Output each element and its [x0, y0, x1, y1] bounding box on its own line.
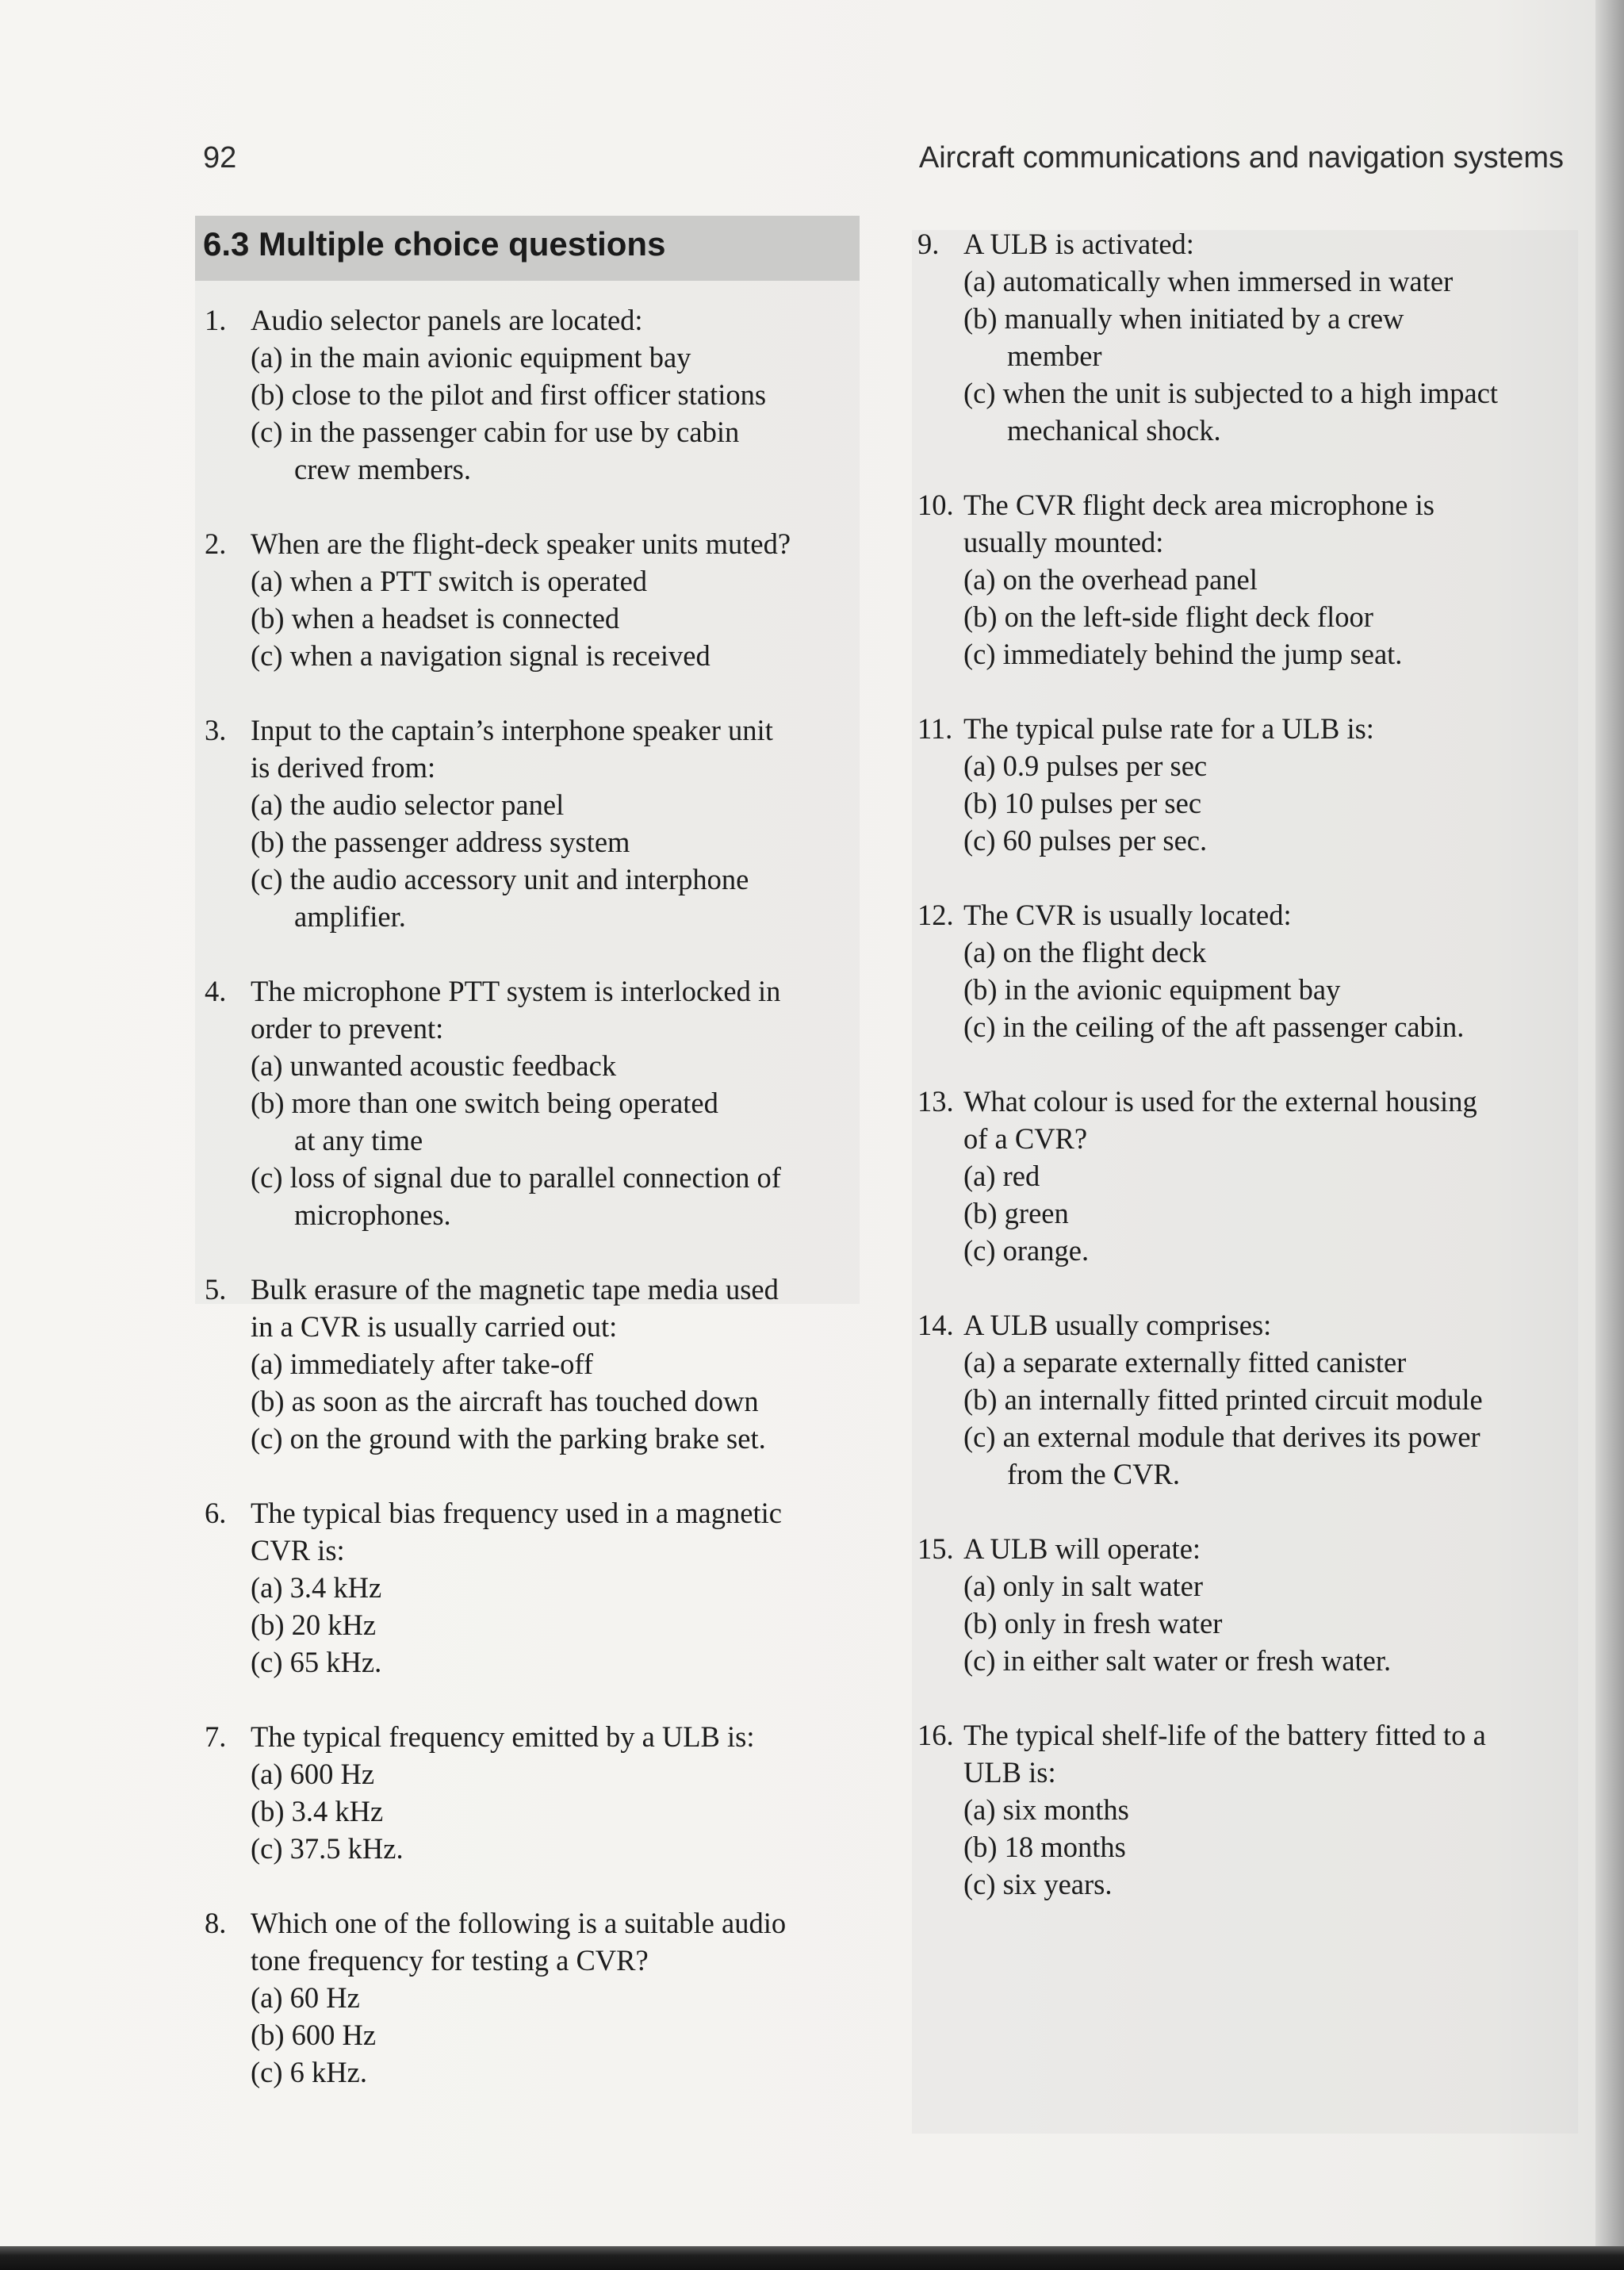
- left-question-column: [205, 301, 871, 2128]
- question-text-line: [917, 486, 1584, 523]
- question-number: 2.: [205, 527, 227, 560]
- question-item: [205, 1494, 871, 1681]
- answer-option: [917, 374, 1584, 449]
- question-item: [205, 711, 871, 935]
- question-item: [205, 1904, 871, 2091]
- question-text-line: [917, 710, 1584, 747]
- question-number: 1.: [205, 304, 227, 336]
- answer-option: [205, 1793, 871, 1830]
- answer-option: [917, 561, 1584, 598]
- answer-option-text: (a) the audio selector panel: [251, 788, 565, 821]
- answer-option: [205, 1084, 871, 1159]
- answer-option: [205, 2016, 871, 2053]
- answer-option-text: (a) 60 Hz: [251, 1981, 360, 2014]
- answer-option: [205, 2053, 871, 2091]
- answer-option: [205, 1382, 871, 1420]
- answer-option-text: (a) automatically when immersed in water: [963, 265, 1454, 297]
- section-heading: 6.3 Multiple choice questions: [203, 225, 666, 263]
- answer-option: [917, 1381, 1584, 1418]
- question-number: 7.: [205, 1720, 227, 1753]
- question-item: [205, 1718, 871, 1867]
- running-header: Aircraft communications and navigation systems: [918, 141, 1564, 174]
- page-bottom-border: [0, 2246, 1624, 2270]
- question-item: [205, 525, 871, 674]
- answer-option: [917, 598, 1584, 635]
- question-number: 6.: [205, 1497, 227, 1529]
- question-text: Which one of the following is a suitable audio: [251, 1907, 787, 1939]
- answer-option: [205, 339, 871, 376]
- answer-option: [917, 1828, 1584, 1865]
- answer-option: [917, 635, 1584, 673]
- answer-option: [917, 1194, 1584, 1232]
- question-text-line: [917, 523, 1584, 561]
- question-text-line: [917, 225, 1584, 263]
- question-text-line: [205, 301, 871, 339]
- question-item: [917, 1083, 1584, 1269]
- question-number: 16.: [917, 1719, 954, 1751]
- question-text-line: [205, 525, 871, 562]
- question-text-line: [917, 1754, 1584, 1791]
- answer-option-text: (a) 0.9 pulses per sec: [963, 750, 1208, 782]
- answer-option-text: (c) the audio accessory unit and interphone: [251, 863, 749, 895]
- question-number: 11.: [917, 712, 953, 745]
- answer-option: [917, 822, 1584, 859]
- question-text-line: [205, 1942, 871, 1979]
- answer-option-text: (b) green: [963, 1197, 1069, 1229]
- answer-option: [917, 1605, 1584, 1642]
- question-text-line: [205, 749, 871, 786]
- answer-option-text: (b) in the avionic equipment bay: [963, 973, 1341, 1006]
- answer-option: [205, 1569, 871, 1606]
- question-text: The CVR is usually located:: [963, 899, 1292, 931]
- question-text: Input to the captain’s interphone speaker unit: [251, 714, 773, 746]
- answer-option: [917, 1232, 1584, 1269]
- answer-option: [917, 1344, 1584, 1381]
- answer-option-text: (a) only in salt water: [963, 1570, 1204, 1602]
- answer-option: [205, 1979, 871, 2016]
- answer-option-text: from the CVR.: [1007, 1458, 1180, 1490]
- question-text: order to prevent:: [251, 1012, 444, 1045]
- answer-option-text: (b) when a headset is connected: [251, 602, 620, 635]
- answer-option-text: (a) on the overhead panel: [963, 563, 1258, 596]
- answer-option: [917, 1642, 1584, 1679]
- question-text: CVR is:: [251, 1534, 345, 1566]
- question-number: 13.: [917, 1085, 954, 1118]
- answer-option: [205, 600, 871, 637]
- answer-option: [917, 263, 1584, 300]
- answer-option: [917, 1865, 1584, 1903]
- answer-option: [205, 823, 871, 861]
- answer-option: [205, 861, 871, 935]
- question-text: What colour is used for the external housing: [963, 1085, 1477, 1118]
- answer-option-text: (b) as soon as the aircraft has touched down: [251, 1385, 759, 1417]
- question-number: 14.: [917, 1309, 954, 1341]
- answer-option-text: (c) in the ceiling of the aft passenger cabin.: [963, 1010, 1465, 1043]
- question-text: The typical pulse rate for a ULB is:: [963, 712, 1374, 745]
- question-item: [205, 972, 871, 1233]
- question-number: 15.: [917, 1532, 954, 1565]
- question-text-line: [205, 1904, 871, 1942]
- answer-option-text: (c) 60 pulses per sec.: [963, 824, 1208, 857]
- answer-option-text: crew members.: [294, 453, 471, 485]
- answer-option-text: (b) more than one switch being operated: [251, 1087, 718, 1119]
- question-text-line: [205, 711, 871, 749]
- question-text-line: [205, 1271, 871, 1308]
- question-item: [917, 710, 1584, 859]
- answer-option: [917, 1791, 1584, 1828]
- answer-option-text: (c) orange.: [963, 1234, 1090, 1267]
- answer-option-text: (a) six months: [963, 1793, 1129, 1826]
- answer-option: [917, 1567, 1584, 1605]
- question-number: 10.: [917, 489, 954, 521]
- answer-option: [205, 1755, 871, 1793]
- answer-option: [917, 971, 1584, 1008]
- answer-option-text: (c) on the ground with the parking brake set.: [251, 1422, 766, 1455]
- question-text: tone frequency for testing a CVR?: [251, 1944, 649, 1977]
- question-text-line: [917, 1306, 1584, 1344]
- question-text: The CVR flight deck area microphone is: [963, 489, 1434, 521]
- question-item: [205, 1271, 871, 1457]
- question-item: [917, 225, 1584, 449]
- question-number: 8.: [205, 1907, 227, 1939]
- answer-option-text: (c) 65 kHz.: [251, 1646, 382, 1678]
- question-text-line: [205, 1010, 871, 1047]
- answer-option-text: (a) 3.4 kHz: [251, 1571, 382, 1604]
- question-text-line: [205, 972, 871, 1010]
- question-item: [917, 1716, 1584, 1903]
- question-number: 12.: [917, 899, 954, 931]
- answer-option-text: (c) loss of signal due to parallel connection of: [251, 1161, 781, 1194]
- answer-option-text: (c) when a navigation signal is received: [251, 639, 710, 672]
- question-number: 5.: [205, 1273, 227, 1306]
- question-text: usually mounted:: [963, 526, 1164, 558]
- answer-option-text: (a) red: [963, 1160, 1040, 1192]
- answer-option-text: (a) 600 Hz: [251, 1758, 375, 1790]
- question-text-line: [917, 1716, 1584, 1754]
- answer-option: [917, 1418, 1584, 1493]
- question-item: [917, 896, 1584, 1045]
- answer-option-text: at any time: [294, 1124, 423, 1156]
- answer-option-text: (b) close to the pilot and first officer stations: [251, 378, 767, 411]
- answer-option: [917, 1157, 1584, 1194]
- answer-option-text: (b) 10 pulses per sec: [963, 787, 1202, 819]
- answer-option: [205, 562, 871, 600]
- answer-option: [205, 1643, 871, 1681]
- question-text: The typical frequency emitted by a ULB is:: [251, 1720, 755, 1753]
- page-number: 92: [203, 141, 237, 174]
- answer-option-text: (a) a separate externally fitted canister: [963, 1346, 1407, 1378]
- question-item: [917, 1306, 1584, 1493]
- answer-option-text: (a) when a PTT switch is operated: [251, 565, 648, 597]
- question-number: 9.: [917, 228, 940, 260]
- question-text: When are the flight-deck speaker units muted?: [251, 527, 791, 560]
- question-text-line: [205, 1308, 871, 1345]
- question-text-line: [917, 896, 1584, 934]
- answer-option: [205, 1420, 871, 1457]
- answer-option-text: mechanical shock.: [1007, 414, 1221, 447]
- question-text: The typical bias frequency used in a magnetic: [251, 1497, 782, 1529]
- question-text-line: [917, 1083, 1584, 1120]
- answer-option: [205, 786, 871, 823]
- answer-option-text: (b) an internally fitted printed circuit module: [963, 1383, 1483, 1416]
- page-edge-shadow: [1595, 0, 1624, 2270]
- answer-option: [205, 1606, 871, 1643]
- answer-option-text: (c) six years.: [963, 1868, 1113, 1900]
- question-text: is derived from:: [251, 751, 436, 784]
- question-text: of a CVR?: [963, 1122, 1088, 1155]
- answer-option: [205, 413, 871, 488]
- answer-option-text: (c) 6 kHz.: [251, 2056, 367, 2088]
- question-text: Audio selector panels are located:: [251, 304, 643, 336]
- answer-option: [205, 376, 871, 413]
- answer-option: [917, 747, 1584, 784]
- question-text: The typical shelf-life of the battery fitted to a: [963, 1719, 1486, 1751]
- answer-option-text: (b) 20 kHz: [251, 1609, 377, 1641]
- answer-option-text: (b) 18 months: [963, 1831, 1126, 1863]
- question-text-line: [205, 1494, 871, 1532]
- question-text: Bulk erasure of the magnetic tape media used: [251, 1273, 779, 1306]
- question-text-line: [205, 1718, 871, 1755]
- question-item: [917, 1530, 1584, 1679]
- answer-option-text: (c) when the unit is subjected to a high impact: [963, 377, 1499, 409]
- answer-option-text: (a) in the main avionic equipment bay: [251, 341, 691, 374]
- question-text-line: [917, 1120, 1584, 1157]
- question-text: A ULB will operate:: [963, 1532, 1201, 1565]
- answer-option-text: (c) 37.5 kHz.: [251, 1832, 404, 1865]
- answer-option-text: (b) only in fresh water: [963, 1607, 1223, 1639]
- answer-option: [205, 1830, 871, 1867]
- answer-option-text: (b) 3.4 kHz: [251, 1795, 384, 1827]
- answer-option-text: (b) the passenger address system: [251, 826, 630, 858]
- answer-option-text: member: [1007, 339, 1102, 372]
- answer-option: [205, 1047, 871, 1084]
- answer-option-text: (c) immediately behind the jump seat.: [963, 638, 1403, 670]
- answer-option: [205, 1159, 871, 1233]
- answer-option-text: (c) in either salt water or fresh water.: [963, 1644, 1392, 1677]
- question-text-line: [917, 1530, 1584, 1567]
- answer-option-text: (a) immediately after take-off: [251, 1348, 594, 1380]
- question-text: A ULB is activated:: [963, 228, 1194, 260]
- question-text: in a CVR is usually carried out:: [251, 1310, 618, 1343]
- answer-option: [205, 637, 871, 674]
- question-text: A ULB usually comprises:: [963, 1309, 1272, 1341]
- question-number: 4.: [205, 975, 227, 1007]
- question-item: [205, 301, 871, 488]
- right-question-column: [917, 225, 1584, 1940]
- answer-option-text: (a) unwanted acoustic feedback: [251, 1049, 617, 1082]
- answer-option-text: microphones.: [294, 1198, 451, 1231]
- answer-option-text: (b) manually when initiated by a crew: [963, 302, 1404, 335]
- question-item: [917, 486, 1584, 673]
- question-text: The microphone PTT system is interlocked in: [251, 975, 781, 1007]
- answer-option-text: amplifier.: [294, 900, 406, 933]
- answer-option: [917, 1008, 1584, 1045]
- question-text-line: [205, 1532, 871, 1569]
- question-text: ULB is:: [963, 1756, 1056, 1789]
- answer-option-text: (b) 600 Hz: [251, 2019, 377, 2051]
- answer-option-text: (a) on the flight deck: [963, 936, 1207, 968]
- answer-option: [917, 934, 1584, 971]
- answer-option-text: (b) on the left-side flight deck floor: [963, 600, 1373, 633]
- answer-option-text: (c) in the passenger cabin for use by cabin: [251, 416, 740, 448]
- question-number: 3.: [205, 714, 227, 746]
- answer-option: [917, 784, 1584, 822]
- answer-option: [205, 1345, 871, 1382]
- answer-option: [917, 300, 1584, 374]
- answer-option-text: (c) an external module that derives its power: [963, 1421, 1480, 1453]
